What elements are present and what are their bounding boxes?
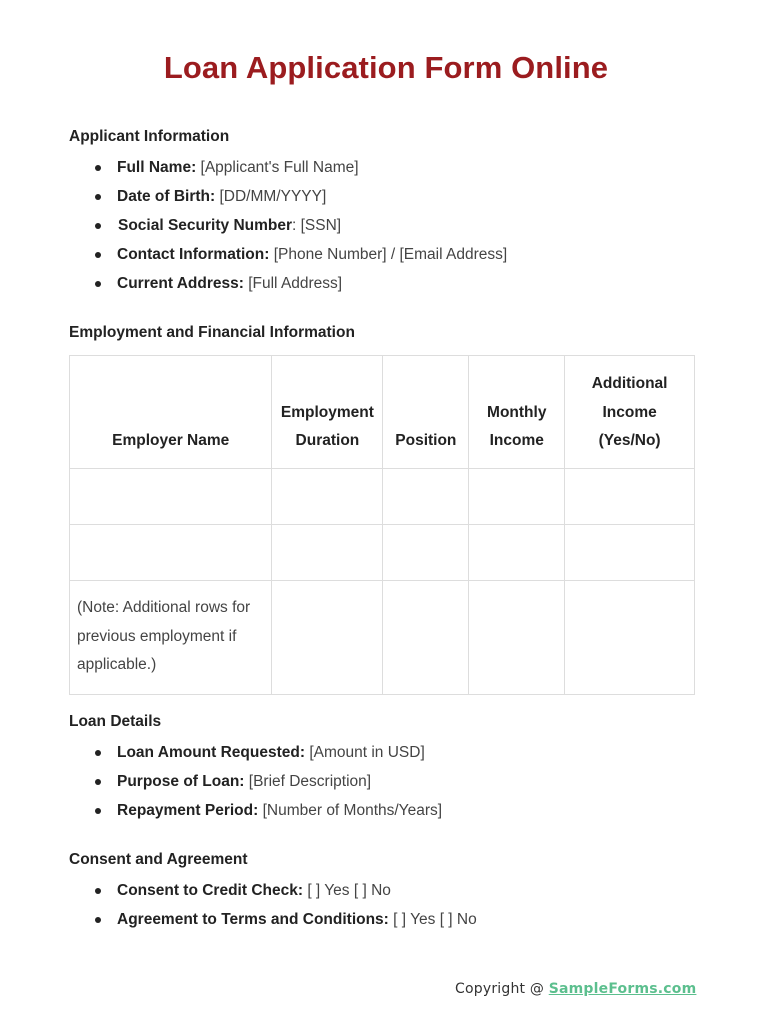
table-cell-employment-duration[interactable] bbox=[272, 524, 383, 580]
field-label: Repayment Period: bbox=[117, 802, 259, 819]
table-cell-position[interactable] bbox=[383, 468, 469, 524]
employment-table bbox=[69, 355, 695, 695]
list-item-loan-amount bbox=[69, 743, 442, 772]
field-label: Purpose of Loan: bbox=[117, 773, 245, 790]
header-line: Employment bbox=[280, 403, 374, 421]
table-cell-position[interactable] bbox=[383, 524, 469, 580]
table-cell-employer-name[interactable] bbox=[70, 524, 272, 580]
bullet-icon bbox=[95, 750, 101, 756]
field-label: Consent to Credit Check: bbox=[117, 882, 304, 899]
field-label: Agreement to Terms and Conditions: bbox=[117, 911, 389, 928]
column-header-additional-income bbox=[565, 356, 695, 469]
table-row bbox=[70, 468, 695, 524]
list-item-full-name bbox=[69, 158, 507, 187]
field-placeholder: [Full Address] bbox=[243, 275, 343, 292]
field-label: Loan Amount Requested: bbox=[117, 744, 306, 761]
header-line: Income bbox=[602, 403, 657, 421]
bullet-icon bbox=[95, 165, 101, 171]
column-header-monthly-income bbox=[469, 356, 565, 469]
page-title: Loan Application Form Online bbox=[163, 50, 609, 85]
field-label: Contact Information: bbox=[117, 246, 270, 263]
field-label: Full Name: bbox=[117, 159, 197, 176]
table-cell-additional-income[interactable] bbox=[565, 580, 695, 694]
field-label: Current Address: bbox=[117, 275, 244, 292]
header-line: Employer Name bbox=[112, 432, 230, 449]
field-placeholder: [Number of Months/Years] bbox=[258, 802, 443, 819]
table-cell-employment-duration[interactable] bbox=[272, 468, 383, 524]
table-cell-note: (Note: Additional rows for previous employment if applicable.) bbox=[70, 580, 272, 694]
table-cell-monthly-income[interactable] bbox=[469, 524, 565, 580]
bullet-icon bbox=[95, 223, 101, 229]
column-header-employer-name bbox=[70, 356, 272, 469]
field-placeholder: [Phone Number] / [Email Address] bbox=[269, 246, 508, 263]
list-item-repayment-period bbox=[69, 801, 442, 830]
bullet-icon bbox=[95, 917, 101, 923]
list-item-credit-check-consent bbox=[69, 881, 477, 910]
field-placeholder: [DD/MM/YYYY] bbox=[215, 188, 327, 205]
column-header-employment-duration bbox=[272, 356, 383, 469]
consent-list bbox=[69, 881, 477, 939]
header-line: (Yes/No) bbox=[598, 432, 661, 449]
list-item-contact-information bbox=[69, 245, 507, 274]
yes-no-checkbox-options[interactable]: [ ] Yes [ ] No bbox=[388, 911, 477, 928]
field-placeholder: [Amount in USD] bbox=[305, 744, 425, 761]
section-heading-loan-details: Loan Details bbox=[69, 713, 162, 730]
field-placeholder: [Brief Description] bbox=[244, 773, 372, 790]
table-cell-employment-duration[interactable] bbox=[272, 580, 383, 694]
header-line: Position bbox=[395, 432, 457, 449]
copyright-text: Copyright @ bbox=[455, 981, 549, 997]
table-row-note bbox=[70, 580, 695, 694]
bullet-icon bbox=[95, 808, 101, 814]
header-line: Monthly bbox=[487, 403, 547, 421]
loan-details-list bbox=[69, 743, 442, 830]
field-placeholder: : [SSN] bbox=[292, 217, 342, 234]
yes-no-checkbox-options[interactable]: [ ] Yes [ ] No bbox=[303, 882, 391, 899]
field-placeholder: [Applicant's Full Name] bbox=[196, 159, 359, 176]
list-item-ssn bbox=[69, 216, 507, 245]
header-line: Additional bbox=[591, 375, 668, 392]
list-item-loan-purpose bbox=[69, 772, 442, 801]
list-item-current-address bbox=[69, 274, 507, 303]
list-item-date-of-birth bbox=[69, 187, 507, 216]
table-cell-position[interactable] bbox=[383, 580, 469, 694]
table-cell-monthly-income[interactable] bbox=[469, 580, 565, 694]
sampleforms-link[interactable]: SampleForms.com bbox=[548, 981, 697, 997]
table-cell-monthly-income[interactable] bbox=[469, 468, 565, 524]
header-line: Income bbox=[489, 432, 544, 449]
section-heading-employment: Employment and Financial Information bbox=[69, 324, 355, 341]
column-header-position bbox=[383, 356, 469, 469]
footer-copyright bbox=[455, 981, 696, 997]
bullet-icon bbox=[95, 194, 101, 200]
header-line: Duration bbox=[295, 432, 360, 449]
field-label: Date of Birth: bbox=[117, 188, 216, 205]
bullet-icon bbox=[95, 252, 101, 258]
table-cell-additional-income[interactable] bbox=[565, 468, 695, 524]
bullet-icon bbox=[95, 888, 101, 894]
bullet-icon bbox=[95, 779, 101, 785]
table-row bbox=[70, 524, 695, 580]
bullet-icon bbox=[95, 281, 101, 287]
list-item-terms-agreement bbox=[69, 910, 477, 939]
applicant-info-list bbox=[69, 158, 507, 303]
field-label: Social Security Number bbox=[118, 217, 293, 234]
section-heading-applicant: Applicant Information bbox=[69, 128, 230, 145]
table-header-row bbox=[70, 356, 695, 469]
table-cell-additional-income[interactable] bbox=[565, 524, 695, 580]
table-cell-employer-name[interactable] bbox=[70, 468, 272, 524]
section-heading-consent: Consent and Agreement bbox=[69, 851, 248, 868]
